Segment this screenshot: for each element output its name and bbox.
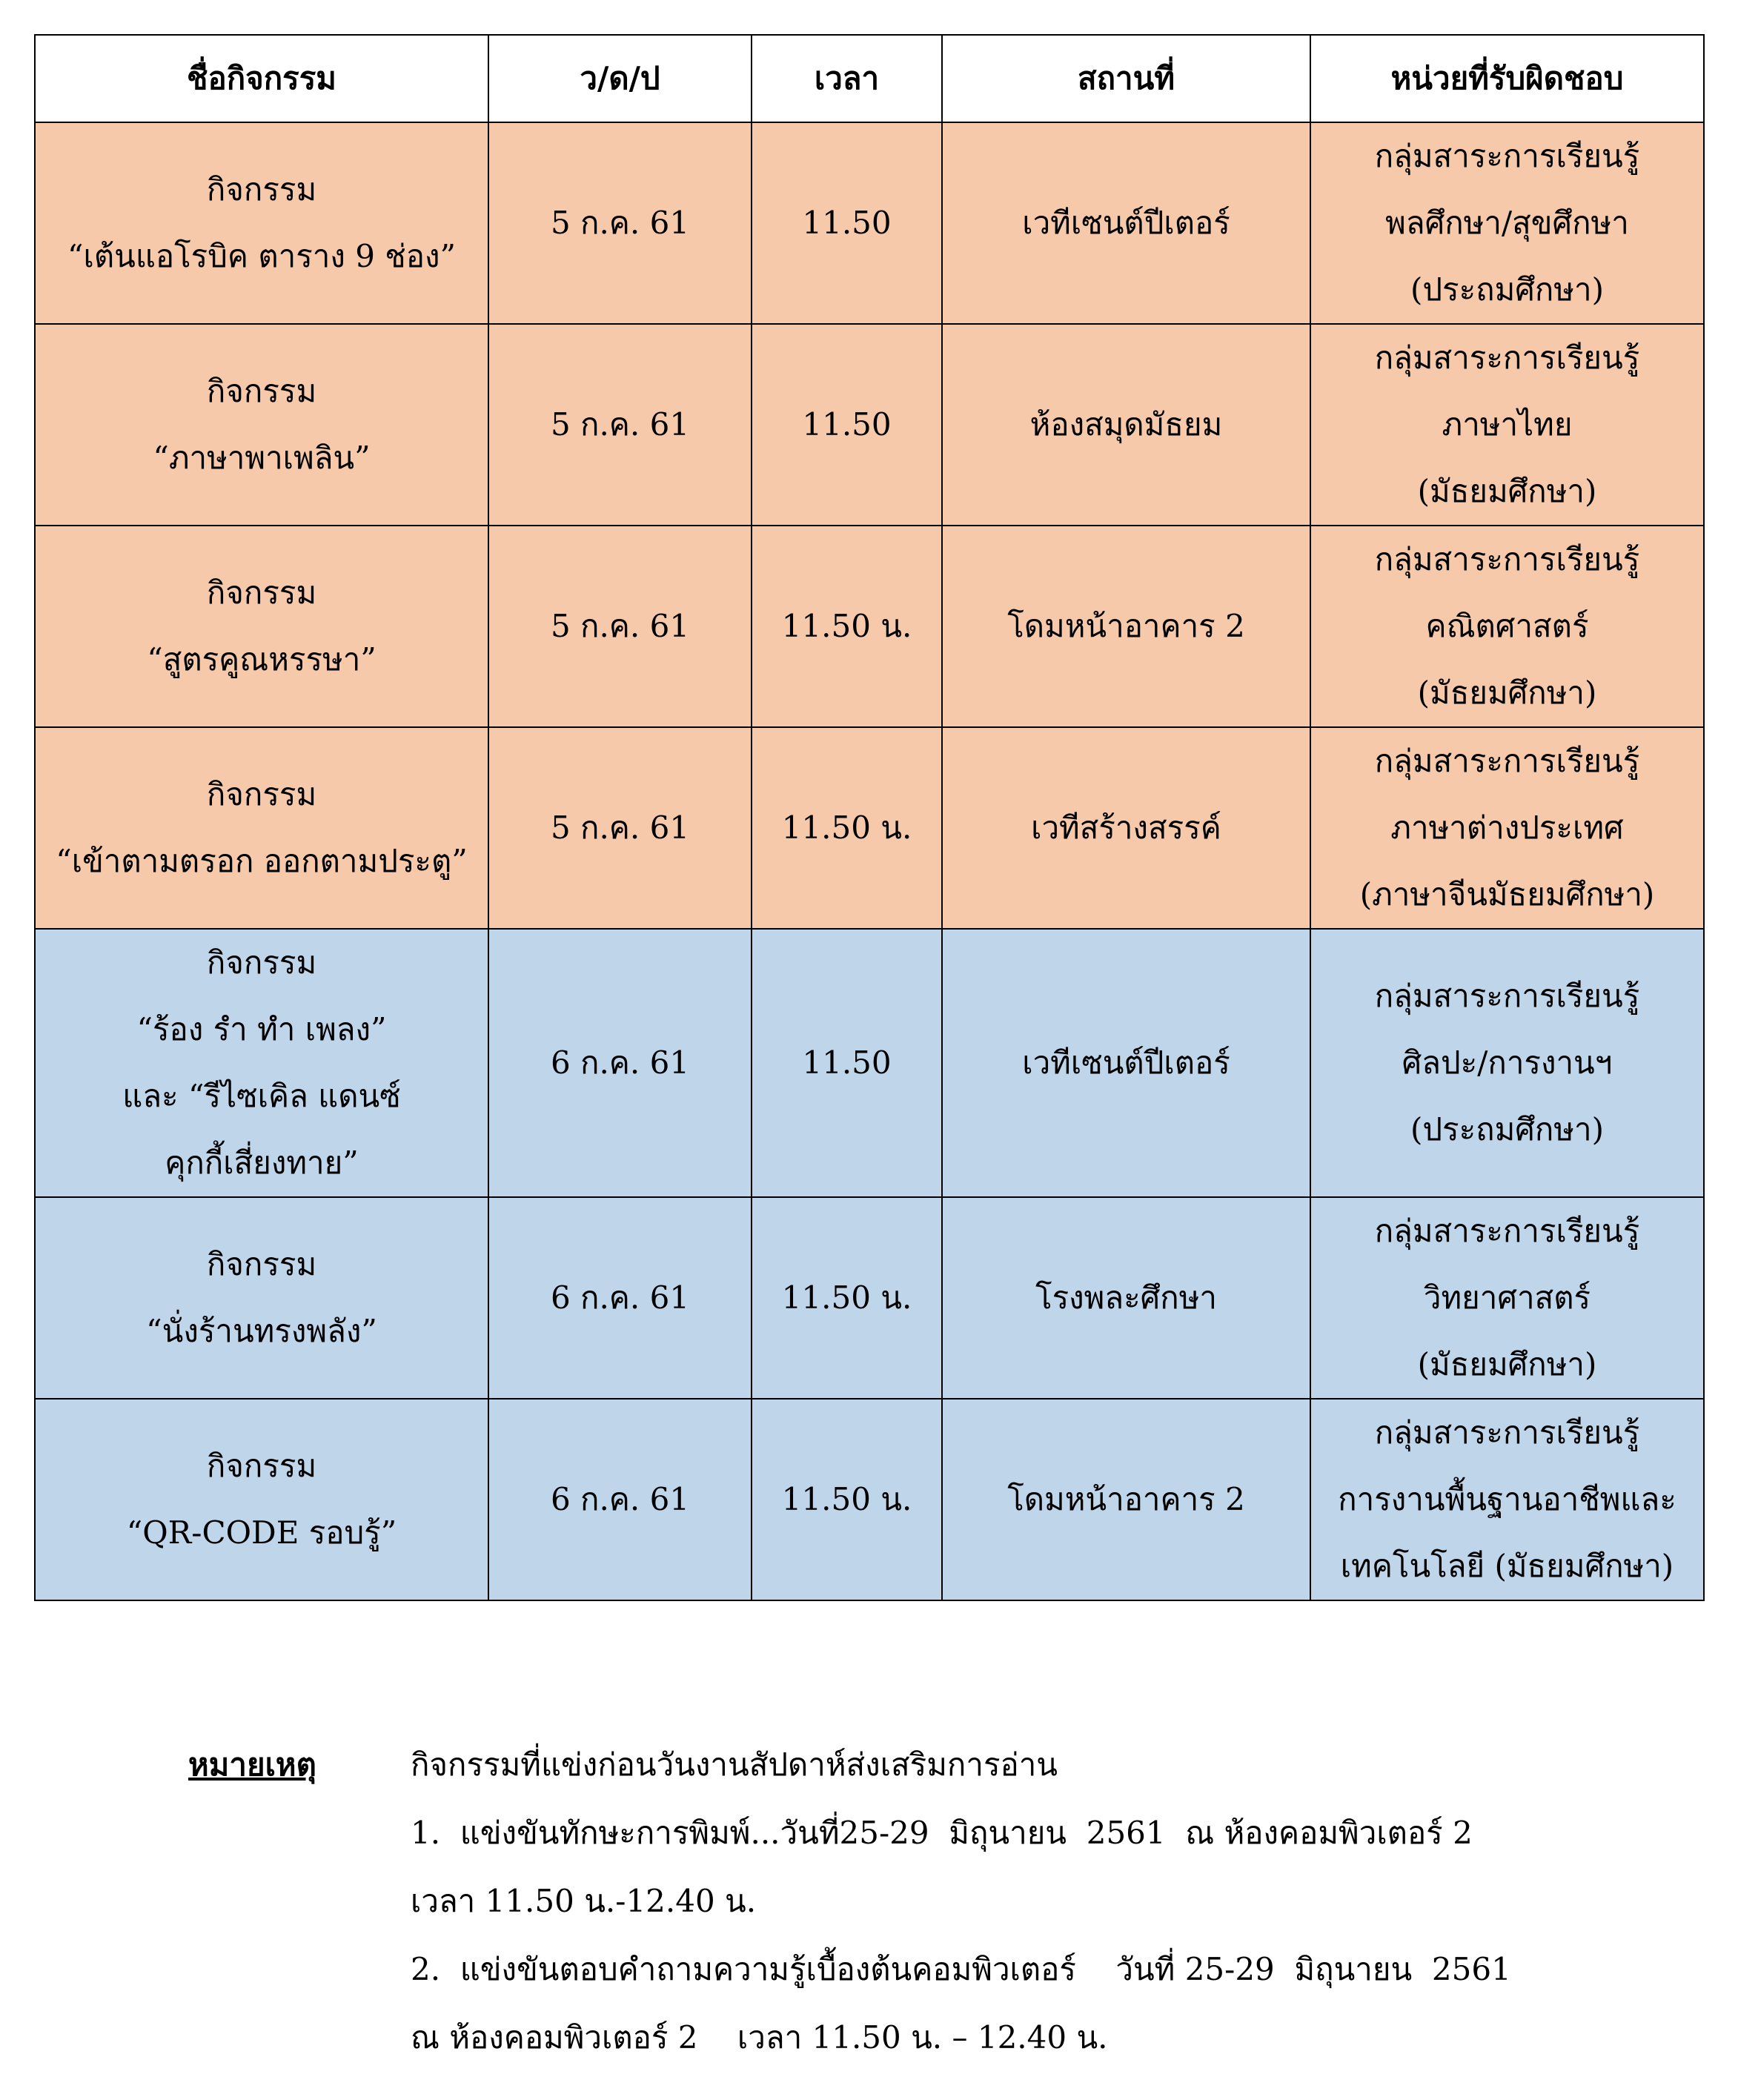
table-row — [35, 929, 1704, 1197]
note-line: 1. แข่งขันทักษะการพิมพ์...วันที่25-29 มิถุนายน 2561 ณ ห้องคอมพิวเตอร์ 2 — [411, 1815, 1473, 1851]
activity-name-cell — [35, 1197, 488, 1399]
place-cell: โดมหน้าอาคาร 2 — [942, 1399, 1310, 1600]
activity-name-line: กิจกรรม — [206, 944, 317, 981]
activity-name-line: กิจกรรม — [206, 1448, 317, 1484]
unit-line: (ประถมศึกษา) — [1410, 271, 1605, 308]
unit-line: เทคโนโลยี (มัธยมศึกษา) — [1340, 1548, 1674, 1584]
activity-name-cell — [35, 929, 488, 1197]
time-cell: 11.50 น. — [752, 1399, 942, 1600]
responsible-unit-cell — [1310, 929, 1704, 1197]
note-line: 2. แข่งขันตอบคำถามความรู้เบื้องต้นคอมพิวเตอร์ วันที่ 25-29 มิถุนายน 2561 — [411, 1951, 1511, 1987]
activity-name-line: และ “รีไซเคิล แดนซ์ — [122, 1078, 401, 1114]
activity-name-line: “ภาษาพาเพลิน” — [153, 440, 371, 476]
date-cell: 5 ก.ค. 61 — [488, 526, 752, 727]
unit-line: พลศึกษา/สุขศึกษา — [1385, 205, 1629, 241]
activity-name-cell — [35, 727, 488, 929]
unit-line: กลุ่มสาระการเรียนรู้ — [1374, 978, 1640, 1014]
table-row — [35, 122, 1704, 324]
notes-content — [411, 1731, 1671, 2072]
activity-name-line: กิจกรรม — [206, 1246, 317, 1282]
place-cell: เวทีเซนต์ปีเตอร์ — [942, 929, 1310, 1197]
header-responsible-unit: หน่วยที่รับผิดชอบ — [1310, 35, 1704, 122]
unit-line: กลุ่มสาระการเรียนรู้ — [1374, 1213, 1640, 1249]
activity-name-cell — [35, 122, 488, 324]
time-cell: 11.50 น. — [752, 526, 942, 727]
unit-line: ศิลปะ/การงานฯ — [1402, 1044, 1613, 1081]
unit-line: กลุ่มสาระการเรียนรู้ — [1374, 541, 1640, 577]
unit-line: (ประถมศึกษา) — [1410, 1111, 1605, 1147]
responsible-unit-cell — [1310, 526, 1704, 727]
activity-name-line: “สูตรคูณหรรษา” — [147, 641, 377, 678]
date-cell: 6 ก.ค. 61 — [488, 1399, 752, 1600]
date-cell: 6 ก.ค. 61 — [488, 1197, 752, 1399]
header-time: เวลา — [752, 35, 942, 122]
unit-line: กลุ่มสาระการเรียนรู้ — [1374, 1414, 1640, 1451]
date-cell: 6 ก.ค. 61 — [488, 929, 752, 1197]
activity-name-line: “ร้อง รำ ทำ เพลง” — [136, 1011, 387, 1047]
activity-name-cell — [35, 526, 488, 727]
responsible-unit-cell — [1310, 324, 1704, 526]
activity-name-line: กิจกรรม — [206, 373, 317, 409]
unit-line: (ภาษาจีนมัธยมศึกษา) — [1359, 876, 1655, 912]
table-row — [35, 727, 1704, 929]
activity-name-line: คุกกี้เสี่ยงทาย” — [165, 1145, 359, 1181]
header-date: ว/ด/ป — [488, 35, 752, 122]
responsible-unit-cell — [1310, 727, 1704, 929]
unit-line: กลุ่มสาระการเรียนรู้ — [1374, 138, 1640, 174]
activity-name-line: กิจกรรม — [206, 574, 317, 611]
place-cell: ห้องสมุดมัธยม — [942, 324, 1310, 526]
note-line: กิจกรรมที่แข่งก่อนวันงานสัปดาห์ส่งเสริมการอ่าน — [411, 1746, 1058, 1783]
unit-line: คณิตศาสตร์ — [1425, 608, 1589, 644]
responsible-unit-cell — [1310, 1197, 1704, 1399]
table-row — [35, 324, 1704, 526]
notes-section — [188, 1731, 1671, 2072]
time-cell: 11.50 น. — [752, 727, 942, 929]
time-cell: 11.50 — [752, 122, 942, 324]
activity-name-line: “นั่งร้านทรงพลัง” — [146, 1313, 377, 1349]
table-row — [35, 1399, 1704, 1600]
place-cell: โรงพละศึกษา — [942, 1197, 1310, 1399]
activity-name-line: “QR-CODE รอบรู้” — [126, 1514, 397, 1551]
header-activity-name: ชื่อกิจกรรม — [35, 35, 488, 122]
note-line: เวลา 11.50 น.-12.40 น. — [411, 1883, 757, 1919]
activity-schedule-table — [34, 34, 1705, 1601]
unit-line: ภาษาต่างประเทศ — [1390, 809, 1624, 846]
unit-line: การงานพื้นฐานอาชีพและ — [1338, 1481, 1676, 1517]
date-cell: 5 ก.ค. 61 — [488, 324, 752, 526]
activity-name-line: กิจกรรม — [206, 776, 317, 812]
date-cell: 5 ก.ค. 61 — [488, 122, 752, 324]
activity-name-line: “เต้นแอโรบิค ตาราง 9 ช่อง” — [67, 238, 456, 274]
time-cell: 11.50 — [752, 324, 942, 526]
activity-name-line: กิจกรรม — [206, 171, 317, 208]
place-cell: เวทีสร้างสรรค์ — [942, 727, 1310, 929]
header-place: สถานที่ — [942, 35, 1310, 122]
table-header-row — [35, 35, 1704, 122]
table-row — [35, 526, 1704, 727]
activity-name-cell — [35, 1399, 488, 1600]
unit-line: ภาษาไทย — [1442, 406, 1573, 443]
date-cell: 5 ก.ค. 61 — [488, 727, 752, 929]
unit-line: กลุ่มสาระการเรียนรู้ — [1374, 743, 1640, 779]
notes-label: หมายเหตุ — [188, 1746, 316, 1783]
activity-name-line: “เข้าตามตรอก ออกตามประตู” — [56, 843, 468, 879]
time-cell: 11.50 — [752, 929, 942, 1197]
unit-line: กลุ่มสาระการเรียนรู้ — [1374, 339, 1640, 376]
activity-name-cell — [35, 324, 488, 526]
responsible-unit-cell — [1310, 122, 1704, 324]
unit-line: (มัธยมศึกษา) — [1417, 473, 1597, 509]
time-cell: 11.50 น. — [752, 1197, 942, 1399]
place-cell: โดมหน้าอาคาร 2 — [942, 526, 1310, 727]
responsible-unit-cell — [1310, 1399, 1704, 1600]
place-cell: เวทีเซนต์ปีเตอร์ — [942, 122, 1310, 324]
table-row — [35, 1197, 1704, 1399]
unit-line: (มัธยมศึกษา) — [1417, 1346, 1597, 1382]
unit-line: (มัธยมศึกษา) — [1417, 675, 1597, 711]
note-line: ณ ห้องคอมพิวเตอร์ 2 เวลา 11.50 น. – 12.40 น. — [411, 2019, 1108, 2056]
unit-line: วิทยาศาสตร์ — [1423, 1279, 1591, 1316]
